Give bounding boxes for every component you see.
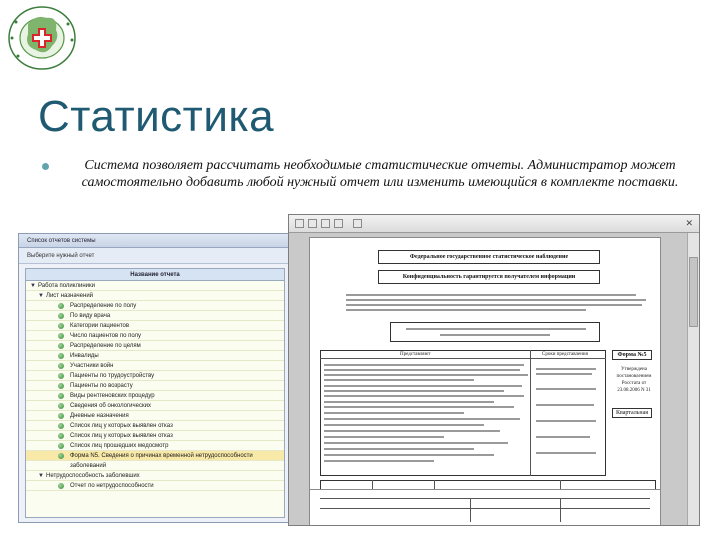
report-tree-header: Название отчета — [26, 269, 284, 281]
deadline-header: Сроки представления — [542, 352, 588, 357]
tree-item[interactable] — [26, 391, 284, 401]
report-select-label: Выберите нужный отчет — [19, 248, 289, 264]
report-icon — [58, 443, 64, 449]
report-icon — [58, 373, 64, 379]
preview-toolbar — [289, 215, 699, 233]
tree-item[interactable] — [26, 331, 284, 341]
tree-group[interactable] — [26, 471, 284, 481]
print-button[interactable] — [295, 219, 304, 228]
zoom-button[interactable] — [308, 219, 317, 228]
tree-label: Распределение по целям — [70, 343, 141, 349]
document-page — [309, 237, 661, 497]
tree-item[interactable] — [26, 311, 284, 321]
tree-label: Список лиц прошедших медосмотр — [70, 443, 169, 449]
tree-label: Категории пациентов — [70, 323, 130, 329]
report-title-box — [390, 322, 600, 342]
report-window-title: Список отчетов системы — [19, 234, 289, 248]
report-icon — [58, 403, 64, 409]
confidentiality-box: Конфиденциальность гарантируется получателем информации — [378, 270, 600, 284]
expand-icon[interactable]: ▼ — [38, 293, 44, 299]
tree-item[interactable] — [26, 451, 284, 461]
report-icon — [58, 393, 64, 399]
tree-group[interactable] — [26, 291, 284, 301]
federal-observation-box: Федеральное государственное статистическое наблюдение — [378, 250, 600, 264]
report-tree-rows — [26, 281, 284, 491]
report-icon — [58, 353, 64, 359]
logo — [6, 4, 78, 72]
tree-item[interactable] — [26, 371, 284, 381]
bullet-text: Система позволяет рассчитать необходимые статистические отчеты. Администратор может самостоятельно добавить любой нужный отчет или изменить имеющийся в комплекте поставки. — [81, 158, 679, 190]
report-icon — [58, 363, 64, 369]
tree-item[interactable] — [26, 341, 284, 351]
tree-item[interactable] — [26, 321, 284, 331]
report-icon — [58, 453, 64, 459]
tree-label: Работа поликлиники — [38, 283, 95, 289]
document-page-2 — [309, 489, 661, 526]
vertical-scrollbar[interactable] — [687, 233, 699, 526]
tree-label: По виду врача — [70, 313, 111, 319]
report-list-window — [18, 233, 290, 523]
report-icon — [58, 433, 64, 439]
tree-item[interactable] — [26, 361, 284, 371]
report-icon — [58, 323, 64, 329]
tree-label: Список лиц у которых выявлен отказ — [70, 433, 173, 439]
tree-item[interactable] — [26, 301, 284, 311]
tree-item[interactable] — [26, 481, 284, 491]
tree-item[interactable] — [26, 431, 284, 441]
tree-item[interactable] — [26, 381, 284, 391]
tree-label: Пациенты по возрасту — [70, 383, 133, 389]
tree-item[interactable] — [26, 351, 284, 361]
report-icon — [58, 413, 64, 419]
tree-item[interactable] — [26, 401, 284, 411]
tree-label: Лист назначений — [46, 293, 94, 299]
prev-page-button[interactable] — [321, 219, 330, 228]
tree-item[interactable] — [26, 411, 284, 421]
report-icon — [58, 303, 64, 309]
approval-note: Утверждена постановлением Росстата от 23.08.2006 N 31 — [616, 367, 652, 393]
report-icon — [58, 343, 64, 349]
tree-label: Форма N5. Сведения о причинах временной нетрудоспособности — [70, 453, 253, 459]
tree-label: Сведения об онкологических — [70, 403, 151, 409]
report-tree — [25, 268, 285, 518]
save-button[interactable] — [353, 219, 362, 228]
report-icon — [58, 483, 64, 489]
tree-label: Нетрудоспособность заболевших — [46, 473, 140, 479]
slide-title: Статистика — [38, 92, 275, 141]
form-code-box: Форма №5 — [612, 350, 652, 360]
report-icon — [58, 313, 64, 319]
respondents-header: Представляют — [400, 352, 431, 357]
bullet-marker — [42, 163, 49, 170]
document-preview-window — [288, 214, 700, 526]
report-icon — [58, 423, 64, 429]
periodicity-box: Квартальная — [612, 408, 652, 418]
tree-item[interactable] — [26, 461, 284, 471]
expand-icon[interactable]: ▼ — [30, 283, 36, 289]
tree-item[interactable] — [26, 421, 284, 431]
tree-label: Список лиц у которых выявлен отказ — [70, 423, 173, 429]
expand-icon[interactable]: ▼ — [38, 473, 44, 479]
tree-label: Пациенты по трудоустройству — [70, 373, 155, 379]
next-page-button[interactable] — [334, 219, 343, 228]
tree-label: Число пациентов по полу — [70, 333, 142, 339]
tree-label: заболеваний — [70, 463, 107, 469]
scroll-thumb[interactable] — [689, 257, 698, 327]
tree-label: Отчет по нетрудоспособности — [70, 483, 154, 489]
report-icon — [58, 383, 64, 389]
report-icon — [58, 333, 64, 339]
tree-label: Виды рентгеновских процедур — [70, 393, 155, 399]
tree-label: Участники войн — [70, 363, 114, 369]
tree-label: Инвалиды — [70, 353, 99, 359]
tree-item[interactable] — [26, 441, 284, 451]
tree-label: Распределение по полу — [70, 303, 137, 309]
tree-label: Дневные назначения — [70, 413, 129, 419]
tree-group[interactable] — [26, 281, 284, 291]
close-icon[interactable]: ✕ — [685, 218, 693, 228]
